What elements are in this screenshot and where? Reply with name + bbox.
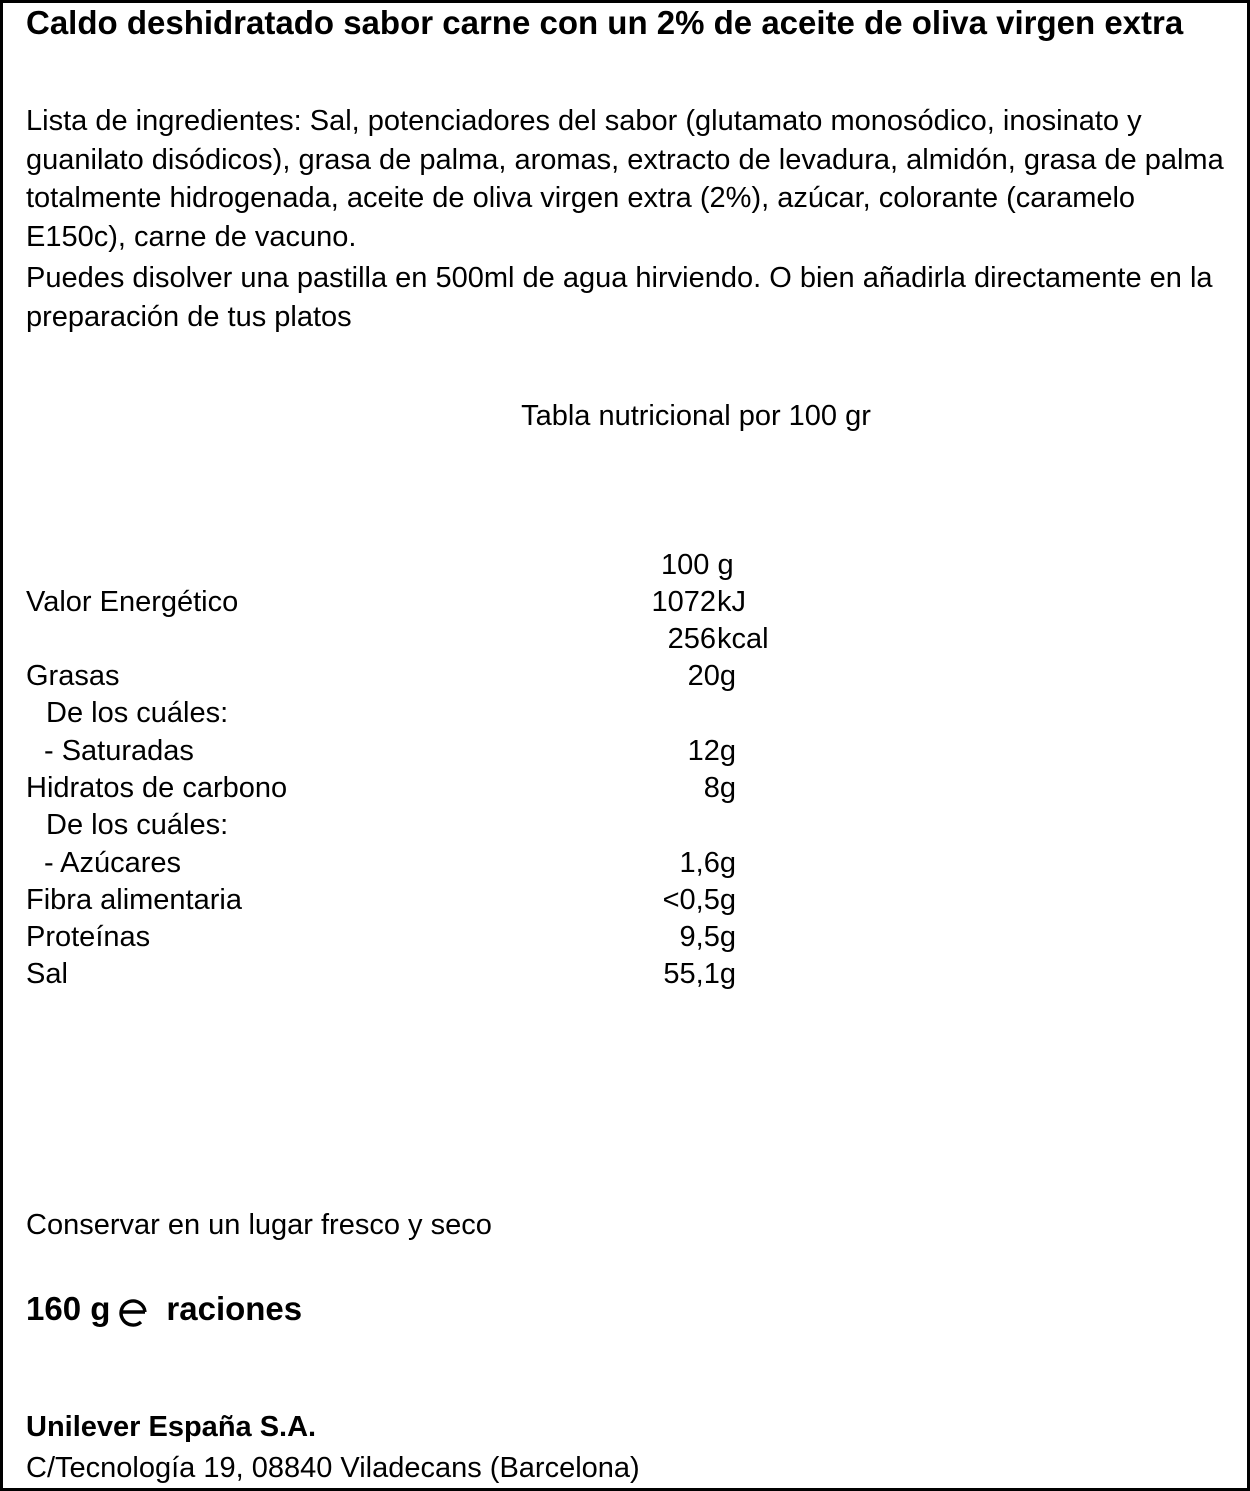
- company-address: C/Tecnología 19, 08840 Viladecans (Barcelona): [26, 1452, 640, 1484]
- product-title: Caldo deshidratado sabor carne con un 2% de aceite de oliva virgen extra: [26, 4, 1184, 41]
- energy-label: Valor Energético: [26, 586, 239, 618]
- company-name: Unilever España S.A.: [26, 1411, 317, 1443]
- fat-breakdown-label: De los cuáles:: [46, 697, 229, 729]
- fiber-value: <0,5g: [662, 884, 736, 916]
- preparation-instructions: Puedes disolver una pastilla en 500ml de agua hirviendo. O bien añadirla directamente en la preparación de tus platos: [26, 262, 1213, 333]
- saturated-label: - Saturadas: [44, 735, 194, 767]
- energy-kj-value: 1072: [651, 586, 716, 618]
- energy-kj-unit: kJ: [717, 586, 746, 618]
- fiber-label: Fibra alimentaria: [26, 884, 242, 916]
- sugars-value: 1,6g: [679, 847, 736, 879]
- saturated-value: 12g: [687, 735, 736, 767]
- estimated-sign-icon: [116, 1288, 152, 1330]
- fat-value: 20g: [687, 660, 736, 692]
- portions-label: raciones: [166, 1290, 303, 1327]
- fat-label: Grasas: [26, 660, 120, 692]
- carbs-label: Hidratos de carbono: [26, 772, 288, 804]
- nutrition-column-header: 100 g: [661, 549, 734, 581]
- energy-kcal-unit: kcal: [717, 623, 769, 655]
- carbs-value: 8g: [703, 772, 736, 804]
- ingredients-list: Lista de ingredientes: Sal, potenciadores del sabor (glutamato monosódico, inosinato y guanilato disódicos), grasa de palma, aromas, extracto de levadura, almidón, grasa de palma totalmente hidrogenada, aceite de oliva virgen extra (2%), azúcar, colorante (caramelo E150c), carne de vacuno.: [26, 105, 1224, 253]
- storage-instructions: Conservar en un lugar fresco y seco: [26, 1209, 492, 1241]
- protein-value: 9,5g: [679, 921, 736, 953]
- energy-kcal-value: 256: [667, 623, 716, 655]
- net-weight: 160 g: [26, 1290, 111, 1327]
- net-weight-line: [26, 1288, 302, 1330]
- carbs-breakdown-label: De los cuáles:: [46, 809, 229, 841]
- sugars-label: - Azúcares: [44, 847, 181, 879]
- protein-label: Proteínas: [26, 921, 151, 953]
- nutrition-table-heading: Tabla nutricional por 100 gr: [521, 400, 871, 432]
- salt-value: 55,1g: [663, 958, 736, 990]
- salt-label: Sal: [26, 958, 68, 990]
